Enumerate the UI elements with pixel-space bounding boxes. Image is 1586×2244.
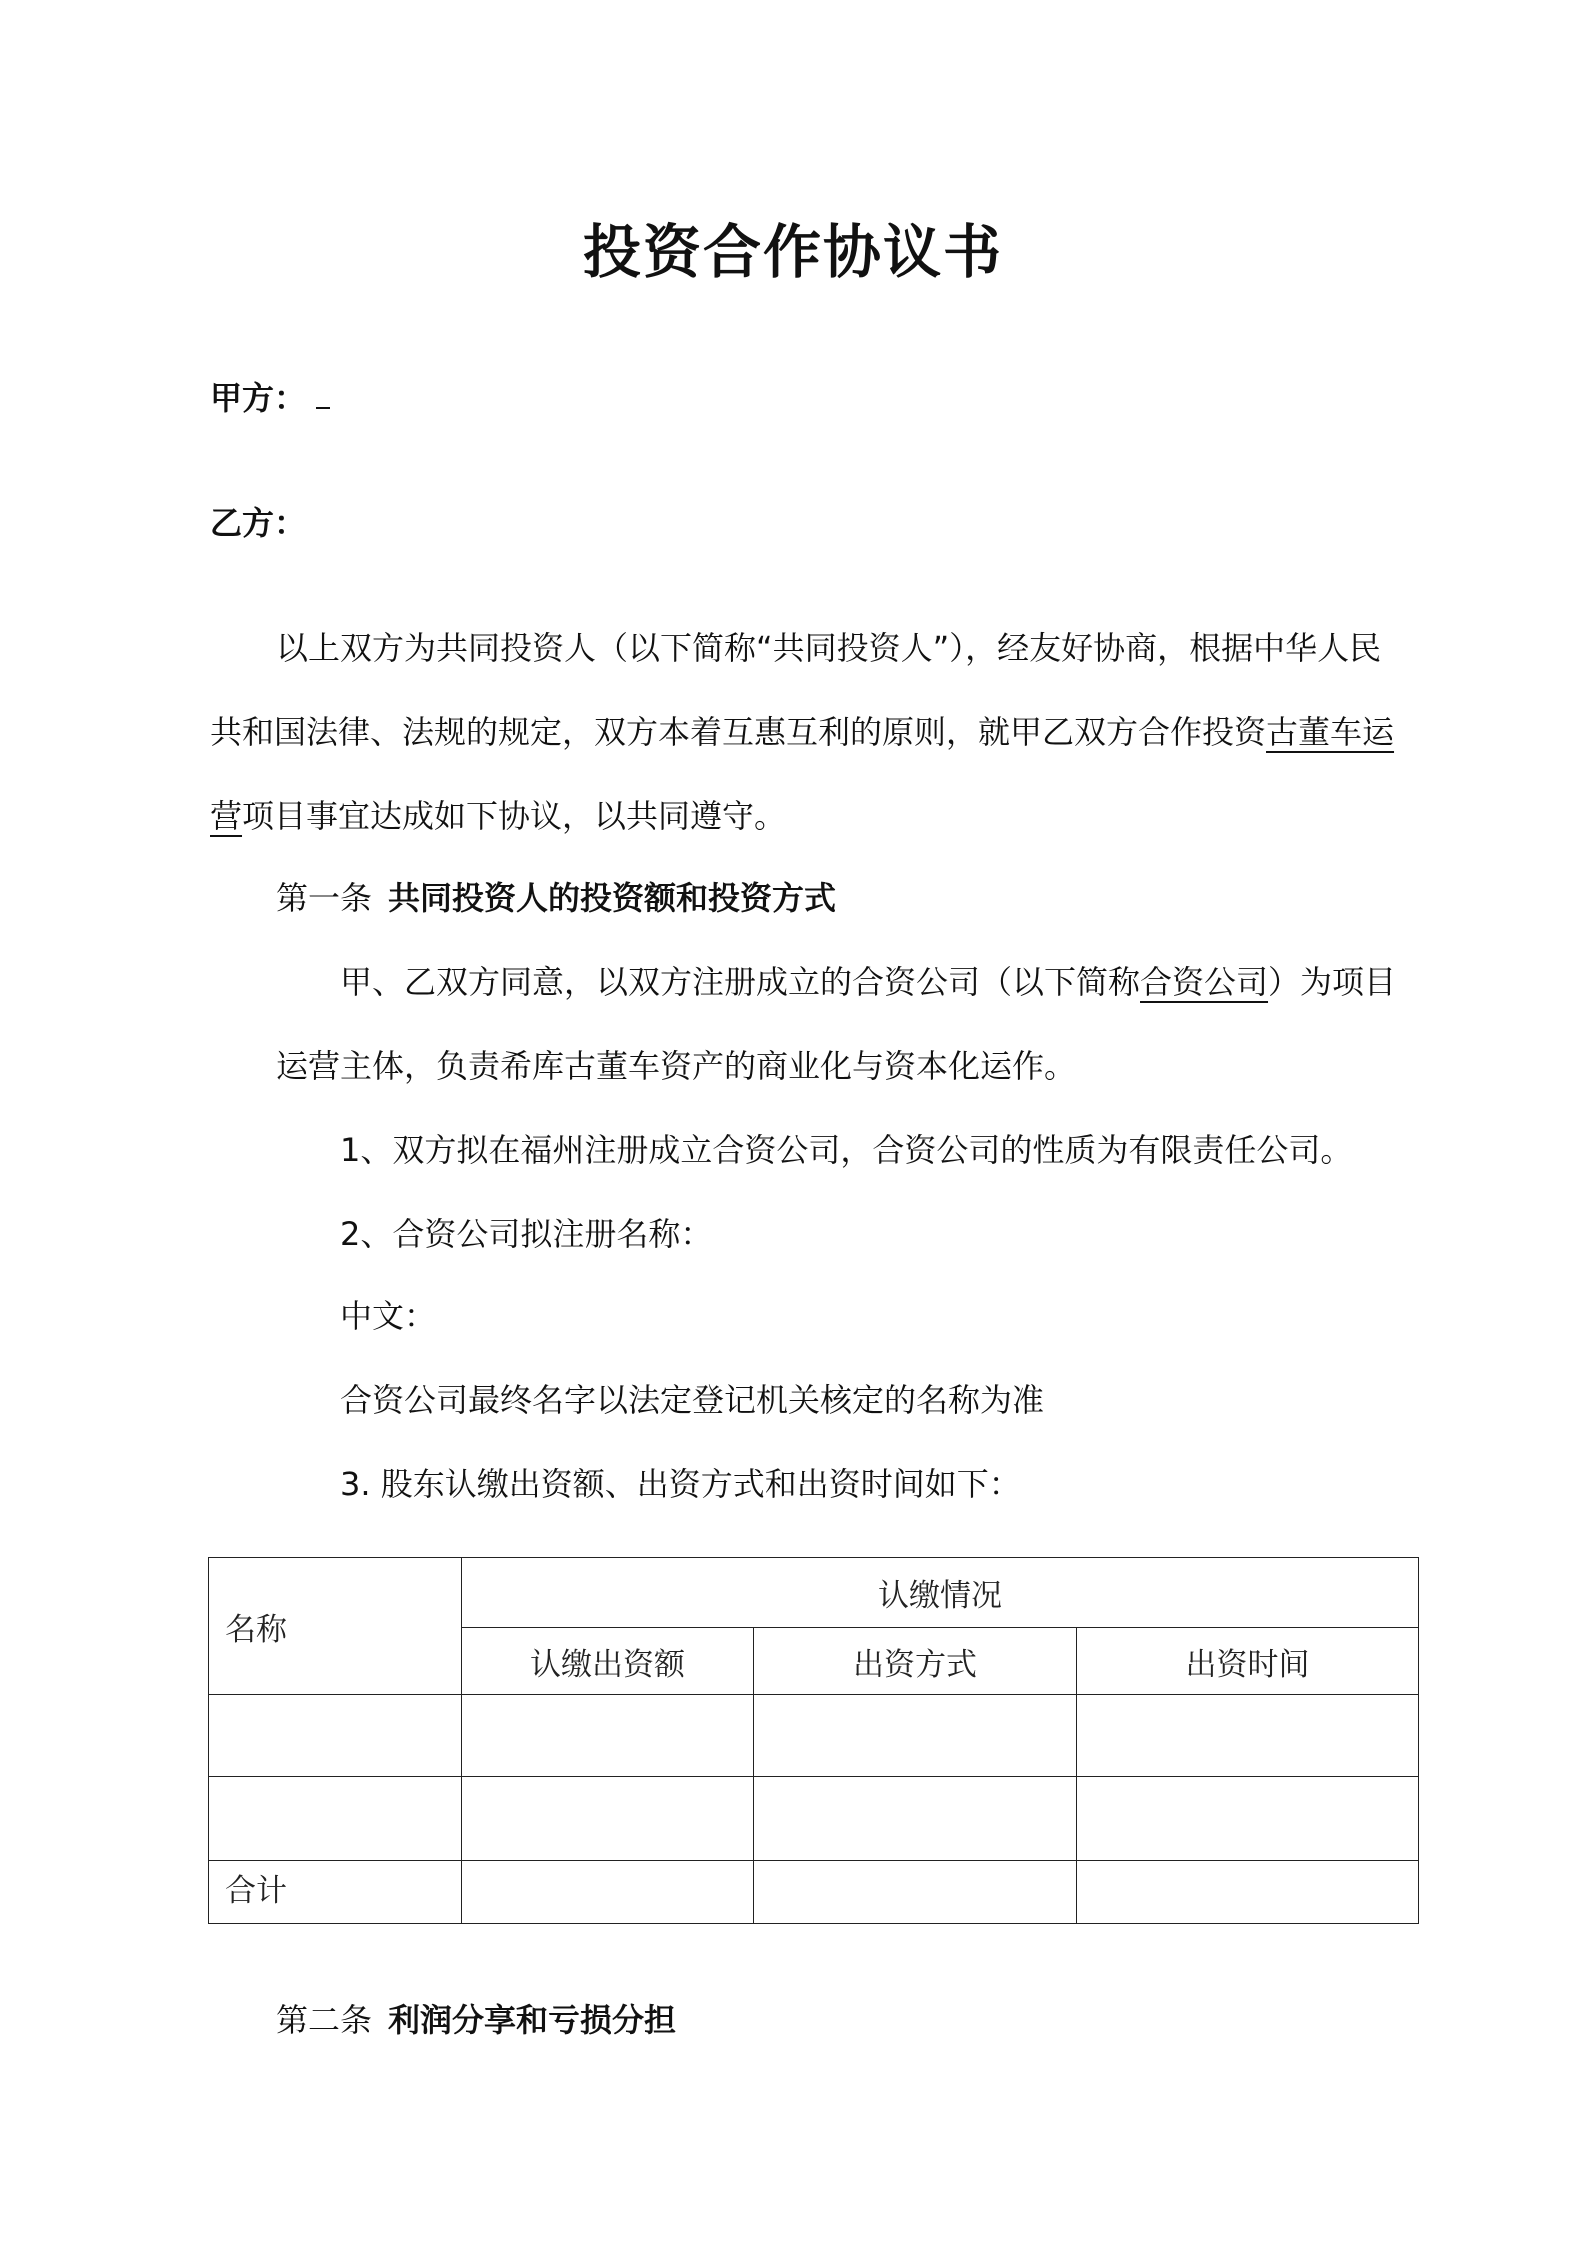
cell-name[interactable]	[209, 1777, 462, 1861]
article-2-number: 第二条	[276, 2001, 373, 2039]
cell-time[interactable]	[1077, 1695, 1419, 1777]
article-1-title: 共同投资人的投资额和投资方式	[388, 879, 837, 917]
article-1-para-text-end: ）为项目	[1268, 963, 1397, 1001]
article-1-item-3: 3. 股东认缴出资额、出资方式和出资时间如下：	[340, 1465, 1021, 1503]
party-b-label: 乙方：	[210, 504, 307, 542]
article-1-number: 第一条	[276, 879, 373, 917]
cell-method[interactable]	[754, 1695, 1077, 1777]
chinese-name-label: 中文：	[340, 1297, 437, 1335]
intro-line-2-text: 共和国法律、法规的规定，双方本着互惠互利的原则，就甲乙双方合作投资	[210, 713, 1267, 751]
jv-company-underlined: 合资公司	[1140, 963, 1269, 1001]
table-header-row-1	[209, 1558, 1419, 1628]
cell-amount[interactable]	[462, 1777, 754, 1861]
article-1-item-2: 2、合资公司拟注册名称：	[340, 1215, 713, 1253]
header-amount: 认缴出资额	[462, 1628, 754, 1695]
intro-line-2	[210, 712, 1394, 752]
table-row	[209, 1777, 1419, 1861]
article-2-title: 利润分享和亏损分担	[388, 2001, 677, 2039]
table-total-row	[209, 1861, 1419, 1924]
intro-line-3	[210, 796, 786, 836]
article-1-heading	[276, 878, 836, 918]
header-name: 名称	[209, 1558, 462, 1695]
article-1-para-text: 甲、乙双方同意，以双方注册成立的合资公司（以下简称	[340, 963, 1141, 1001]
cell-method[interactable]	[754, 1777, 1077, 1861]
project-name-underlined: 古董车运	[1266, 713, 1395, 751]
party-a-blank[interactable]	[316, 377, 330, 409]
total-amount-cell[interactable]	[462, 1861, 754, 1924]
party-a-label: 甲方：	[210, 379, 307, 417]
intro-line-3-text: 项目事宜达成如下协议，以共同遵守。	[242, 797, 787, 835]
intro-line-1: 以上双方为共同投资人（以下简称“共同投资人”），经友好协商，根据中华人民	[276, 629, 1382, 667]
total-label: 合计	[209, 1861, 462, 1924]
article-1-item-1: 1、双方拟在福州注册成立合资公司，合资公司的性质为有限责任公司。	[340, 1131, 1353, 1169]
party-a-line	[210, 377, 330, 418]
article-1-para-line-2: 运营主体，负责希库古董车资产的商业化与资本化运作。	[276, 1047, 1077, 1085]
cell-amount[interactable]	[462, 1695, 754, 1777]
total-method-cell[interactable]	[754, 1861, 1077, 1924]
total-time-cell[interactable]	[1077, 1861, 1419, 1924]
header-subscription-group: 认缴情况	[462, 1558, 1419, 1628]
document-title: 投资合作协议书	[582, 218, 1003, 286]
cell-name[interactable]	[209, 1695, 462, 1777]
cell-time[interactable]	[1077, 1777, 1419, 1861]
name-note: 合资公司最终名字以法定登记机关核定的名称为准	[340, 1381, 1045, 1419]
header-time: 出资时间	[1077, 1628, 1419, 1695]
contribution-table	[208, 1557, 1419, 1924]
article-2-heading	[276, 2000, 676, 2040]
table-row	[209, 1695, 1419, 1777]
article-1-para-line-1	[340, 962, 1396, 1002]
header-method: 出资方式	[754, 1628, 1077, 1695]
project-name-underlined-cont: 营	[210, 797, 243, 835]
